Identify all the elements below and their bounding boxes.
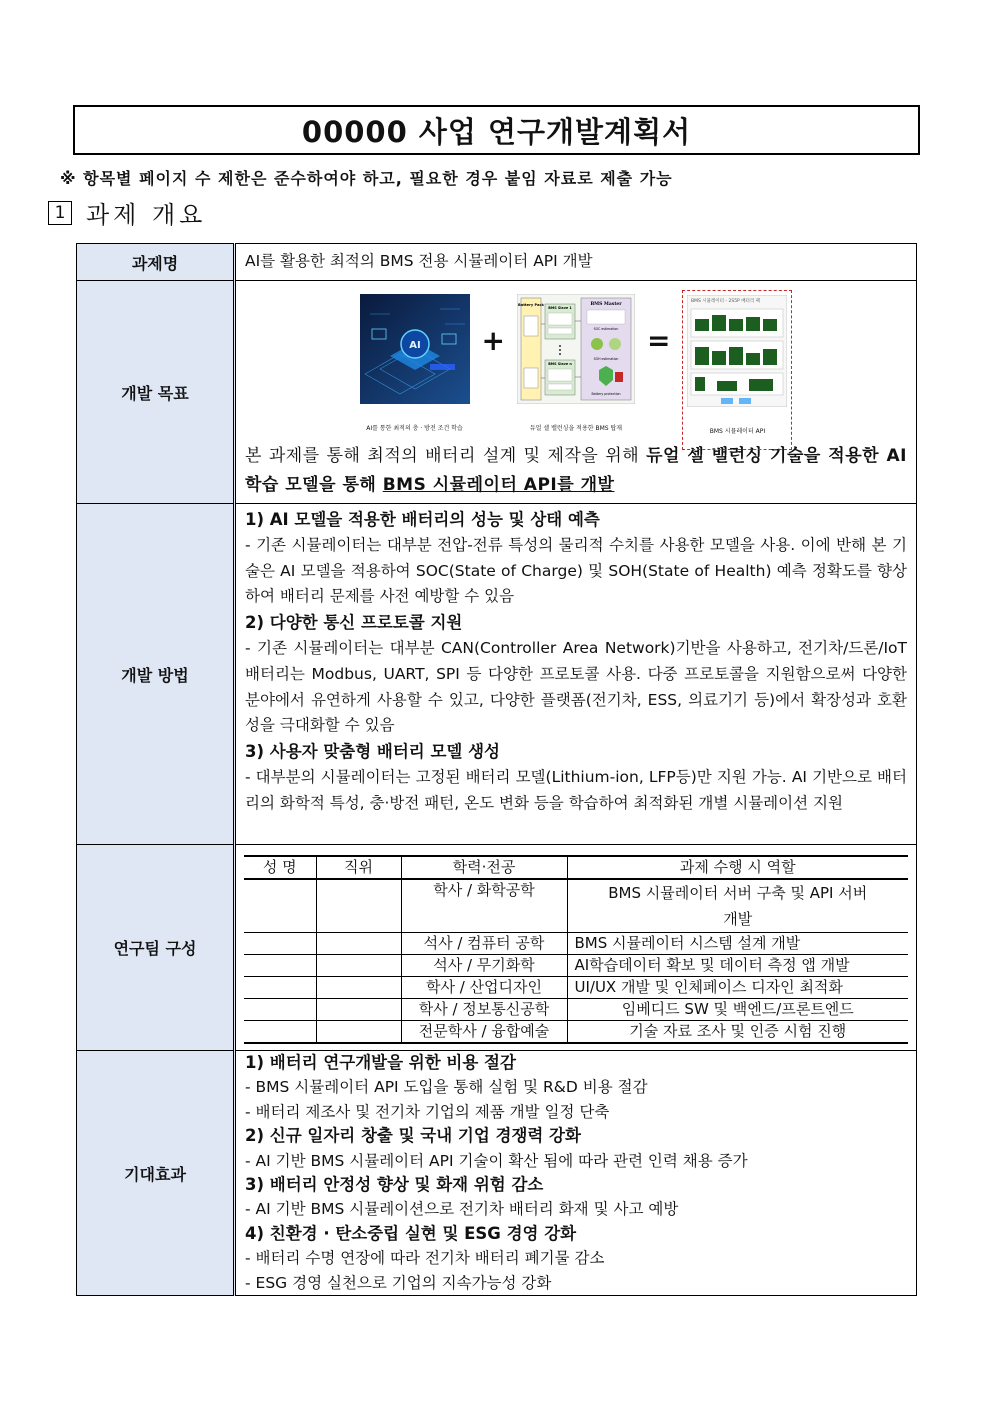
header-position: 직위 [316, 856, 401, 879]
header-role: 과제 수행 시 역할 [567, 856, 908, 879]
goal-text-bold: 듀얼 셀 밸런싱 기술을 적용한 AI 학습 모델을 통해 [245, 446, 907, 495]
goal-content [235, 281, 917, 504]
effect-heading-4: 4) 친환경 · 탄소중립 실현 및 ESG 경영 강화 [245, 1223, 577, 1243]
member-education: 학사 / 화학공학 [401, 879, 567, 933]
member-role: 임베디드 SW 및 백엔드/프론트엔드 [567, 999, 908, 1021]
member-position [316, 933, 401, 955]
soc-estimation-label: SOC estimation [593, 327, 619, 331]
caption-bms-dual-balancing: 듀얼 셀 밸런싱을 적용한 BMS 탑재 [529, 424, 623, 432]
effect-line-4-1: - 배터리 수명 연장에 따라 전기차 배터리 폐기물 감소 [245, 1249, 605, 1268]
effect-heading-1: 1) 배터리 연구개발을 위한 비용 절감 [245, 1053, 516, 1072]
member-position [316, 1021, 401, 1044]
bms-slave-n-label: BMS Slave n [548, 362, 572, 366]
battery-protection-label: Battery protection [591, 392, 621, 396]
document-title: 00000 사업 연구개발계획서 [73, 105, 920, 155]
ai-chip-illustration [360, 294, 470, 404]
member-role: 기술 자료 조사 및 인증 시험 진행 [567, 1021, 908, 1044]
effect-line-4-2: - ESG 경영 실천으로 기업의 지속가능성 강화 [245, 1273, 552, 1292]
row-project-name [77, 244, 917, 281]
bms-dual-balancing-figure [517, 294, 635, 442]
equals-operator: = [647, 324, 671, 357]
row-team [77, 845, 917, 1051]
team-table [244, 855, 908, 1044]
effect-line-1-1: - BMS 시뮬레이터 API 도입을 통해 실험 및 R&D 비용 절감 [245, 1078, 648, 1097]
member-name [244, 1021, 316, 1044]
member-role: BMS 시뮬레이터 서버 구축 및 API 서버 개발 [567, 879, 908, 933]
table-row [244, 879, 908, 933]
member-name [244, 879, 316, 933]
method-body-3: - 대부분의 시뮬레이터는 고정된 배터리 모델(Lithium-ion, LFP등)만 지원 가능. AI 기반으로 배터리의 화학적 특성, 충·방전 패턴, 온도 변화 등을 학습하여 최적화된 개별 시뮬레이션 지원 [245, 767, 907, 812]
row-method [77, 504, 917, 845]
caption-ai-learning: AI를 통한 최적의 충 · 방전 조건 학습 [366, 424, 463, 432]
row-effects [77, 1051, 917, 1296]
method-body-1: - 기존 시뮬레이터는 대부분 전압-전류 특성의 물리적 수치를 사용한 모델을 사용. 이에 반해 본 기술은 AI 모델을 적용하여 SOC(State of Charge) 및 SOH(State of Health) 예측 정확도를 향상하여 배터리 문제를 사전 예방할 수 있음 [245, 535, 907, 606]
member-name [244, 999, 316, 1021]
member-position [316, 955, 401, 977]
page-limit-notice: ※ 항목별 페이지 수 제한은 준수하여야 하고, 필요한 경우 붙임 자료로 제출 가능 [60, 169, 673, 188]
header-name: 성 명 [244, 856, 316, 879]
member-education: 석사 / 무기화학 [401, 955, 567, 977]
member-position [316, 977, 401, 999]
project-name-value: AI를 활용한 최적의 BMS 전용 시뮬레이터 API 개발 [235, 244, 917, 281]
battery-pack-label: Battery Pack [518, 303, 544, 307]
member-education: 학사 / 정보통신공학 [401, 999, 567, 1021]
project-overview-table [76, 243, 917, 1296]
bms-slave-1-label: BMS Slave 1 [548, 306, 572, 310]
table-row [244, 955, 908, 977]
label-goal: 개발 목표 [77, 281, 235, 504]
member-position [316, 879, 401, 933]
simulator-window-title: BMS 시뮬레이터 - 2S5P 배터리 팩 [691, 299, 761, 304]
table-row [244, 977, 908, 999]
section-number-box: 1 [48, 201, 72, 225]
member-education: 학사 / 산업디자인 [401, 977, 567, 999]
member-role: AI학습데이터 확보 및 데이터 측정 앱 개발 [567, 955, 908, 977]
caption-bms-simulator-api: BMS 시뮬레이터 API [709, 427, 766, 435]
member-name [244, 933, 316, 955]
goal-statement [245, 442, 907, 500]
simulator-window-illustration [687, 295, 787, 407]
goal-text-plain: 본 과제를 통해 최적의 배터리 설계 및 제작을 위해 [245, 446, 647, 466]
method-heading-1: 1) AI 모델을 적용한 배터리의 성능 및 상태 예측 [245, 510, 600, 529]
member-role: UI/UX 개발 및 인체페이스 디자인 최적화 [567, 977, 908, 999]
section-title: 과제 개요 [86, 201, 207, 229]
table-row [244, 1021, 908, 1044]
method-body-2: - 기존 시뮬레이터는 대부분 CAN(Controller Area Network)기반을 사용하고, 전기차/드론/IoT 배터리는 Modbus, UART, SPI 등 다양한 프로토콜 사용. 다중 프로토콜을 지원함으로써 다양한 분야에서 유연하게 사용할 수 있고, 다양한 플랫폼(전기차, ESS, 의료기기 등)에서 확장성과 호환성을 극대화할 수 있음 [245, 638, 907, 735]
effect-line-3-1: - AI 기반 BMS 시뮬레이션으로 전기차 배터리 화재 및 사고 예방 [245, 1200, 679, 1219]
table-row [244, 999, 908, 1021]
member-position [316, 999, 401, 1021]
table-row [244, 933, 908, 955]
effect-heading-3: 3) 배터리 안정성 향상 및 화재 위험 감소 [245, 1175, 544, 1195]
effect-line-1-2: - 배터리 제조사 및 전기차 기업의 제품 개발 일정 단축 [245, 1102, 610, 1121]
label-team: 연구팀 구성 [77, 845, 235, 1051]
section-heading [48, 195, 206, 230]
goal-text-bold-underlined: BMS 시뮬레이터 API를 개발 [382, 475, 615, 495]
row-goal [77, 281, 917, 504]
method-content [235, 504, 917, 845]
effect-heading-2: 2) 신규 일자리 창출 및 국내 기업 경쟁력 강화 [245, 1126, 581, 1146]
label-method: 개발 방법 [77, 504, 235, 845]
member-name [244, 955, 316, 977]
ai-learning-figure [360, 294, 470, 442]
ai-icon-label: AI [408, 340, 421, 351]
member-education: 석사 / 컴퓨터 공학 [401, 933, 567, 955]
member-education: 전문학사 / 융합예술 [401, 1021, 567, 1044]
goal-diagram [245, 294, 907, 436]
bms-simulator-figure [682, 290, 792, 450]
member-role: BMS 시뮬레이터 시스템 설계 개발 [567, 933, 908, 955]
bms-block-diagram [517, 294, 635, 404]
header-education: 학력·전공 [401, 856, 567, 879]
effect-line-2-1: - AI 기반 BMS 시뮬레이터 API 기술이 확산 됨에 따라 관련 인력 채용 증가 [245, 1151, 748, 1170]
method-heading-2: 2) 다양한 통신 프로토콜 지원 [245, 613, 463, 633]
member-name [244, 977, 316, 999]
team-header-row [244, 856, 908, 879]
label-project-name: 과제명 [77, 244, 235, 281]
method-heading-3: 3) 사용자 맞춤형 배터리 모델 생성 [245, 742, 500, 762]
label-effects: 기대효과 [77, 1051, 235, 1296]
bms-master-label: BMS Master [590, 302, 622, 307]
soh-estimation-label: SOH estimation [593, 357, 619, 361]
plus-operator: + [481, 324, 505, 357]
team-content [235, 845, 917, 1051]
effects-content [235, 1051, 917, 1296]
